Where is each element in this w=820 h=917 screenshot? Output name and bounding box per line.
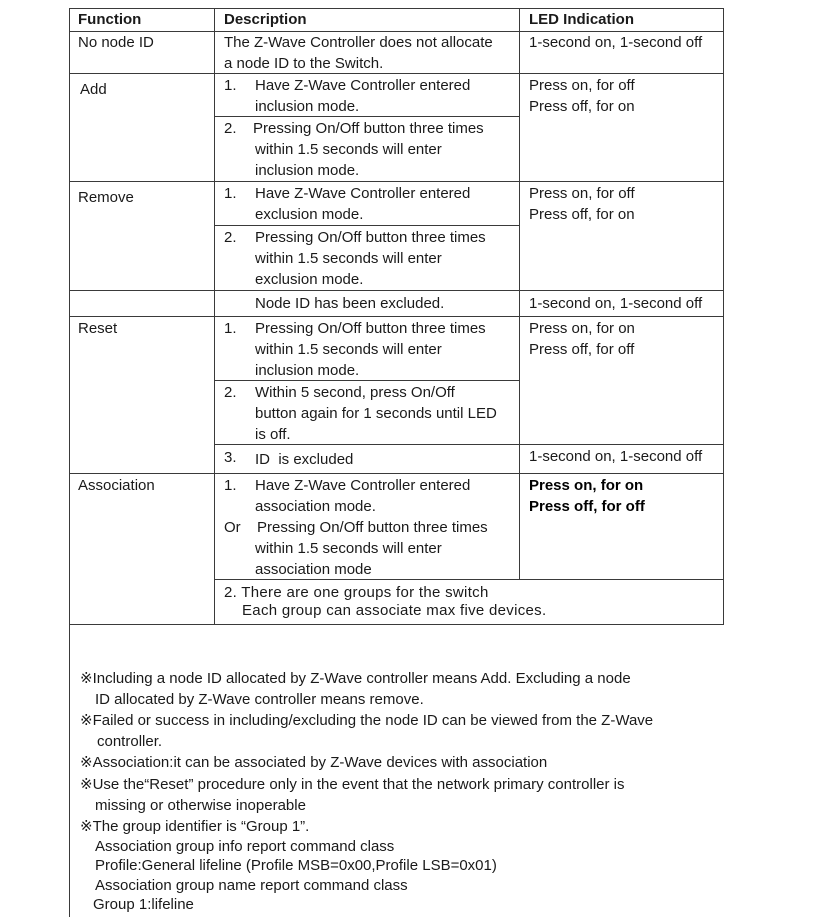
led-indication: 1-second on, 1-second off [529,34,703,51]
header-description: Description [224,11,307,28]
description-line: association mode. [255,498,376,515]
note-line: Association group name report command class [95,877,408,894]
group-note: 2. There are one groups for the switch [224,584,489,601]
description-line: within 1.5 seconds will enter [255,141,442,158]
group-note: Each group can associate max five devices. [242,602,547,619]
description-line: Pressing On/Off button three times [257,519,488,536]
note-line: missing or otherwise inoperable [95,797,306,814]
step-number: 2. [224,384,237,401]
note-line: Profile:General lifeline (Profile MSB=0x00,Profile LSB=0x01) [95,857,497,874]
note-line: ※Including a node ID allocated by Z-Wave controller means Add. Excluding a node [80,670,631,687]
led-indication: 1-second on, 1-second off [529,448,703,465]
note-line: ※The group identifier is “Group 1”. [80,818,310,835]
function-remove: Remove [78,189,134,206]
grid-line [69,290,724,291]
description-line: inclusion mode. [255,362,360,379]
grid-line [69,73,724,74]
description-line: Have Z-Wave Controller entered [255,185,471,202]
led-indication: 1-second on, 1-second off [529,295,703,312]
description-line: Node ID has been excluded. [255,295,445,312]
step-number: 1. [224,477,237,494]
note-line: ※Association:it can be associated by Z-Wave devices with association [80,754,548,771]
function-add: Add [80,81,107,98]
led-indication: Press off, for off [529,341,635,358]
description-line: ID is excluded [255,451,354,468]
description-line: button again for 1 seconds until LED [255,405,497,422]
description-line: within 1.5 seconds will enter [255,341,442,358]
note-line: Group 1:lifeline [93,896,194,913]
step-number: 1. [224,77,237,94]
description-line: Pressing On/Off button three times [253,120,484,137]
description-line: exclusion mode. [255,271,364,288]
step-number: Or [224,519,241,536]
description-line: The Z-Wave Controller does not allocate [224,34,493,51]
step-number: 2. [224,120,237,137]
step-number: 1. [224,185,237,202]
description-line: Have Z-Wave Controller entered [255,477,471,494]
led-indication: Press on, for on [529,320,635,337]
note-line: Association group info report command class [95,838,395,855]
description-line: inclusion mode. [255,162,360,179]
header-function: Function [78,11,142,28]
grid-line [69,8,70,917]
description-line: within 1.5 seconds will enter [255,540,442,557]
grid-line [69,624,724,625]
step-number: 2. [224,229,237,246]
led-indication: Press on, for on [529,477,644,494]
description-line: is off. [255,426,291,443]
led-indication: Press on, for off [529,77,635,94]
description-line: Have Z-Wave Controller entered [255,77,471,94]
description-line: Within 5 second, press On/Off [255,384,455,401]
grid-line [214,225,520,226]
note-line: ※Failed or success in including/excluding the node ID can be viewed from the Z-Wave [80,712,654,729]
note-line: ※Use the“Reset” procedure only in the event that the network primary controller is [80,776,625,793]
function-reset: Reset [78,320,118,337]
note-line: ID allocated by Z-Wave controller means remove. [95,691,424,708]
description-line: Pressing On/Off button three times [255,320,486,337]
description-line: association mode [255,561,372,578]
step-number: 3. [224,449,237,466]
grid-line [519,8,520,580]
grid-line [69,181,724,182]
function-no-node-id: No node ID [78,34,154,51]
step-number: 1. [224,320,237,337]
header-led-indication: LED Indication [529,11,634,28]
led-indication: Press off, for on [529,206,635,223]
grid-line [69,316,724,317]
grid-line [69,473,724,474]
description-line: a node ID to the Switch. [224,55,384,72]
led-indication: Press off, for off [529,498,645,515]
description-line: within 1.5 seconds will enter [255,250,442,267]
led-indication: Press off, for on [529,98,635,115]
description-line: Pressing On/Off button three times [255,229,486,246]
description-line: inclusion mode. [255,98,360,115]
note-line: controller. [97,733,163,750]
function-association: Association [78,477,155,494]
led-indication: Press on, for off [529,185,635,202]
description-line: exclusion mode. [255,206,364,223]
